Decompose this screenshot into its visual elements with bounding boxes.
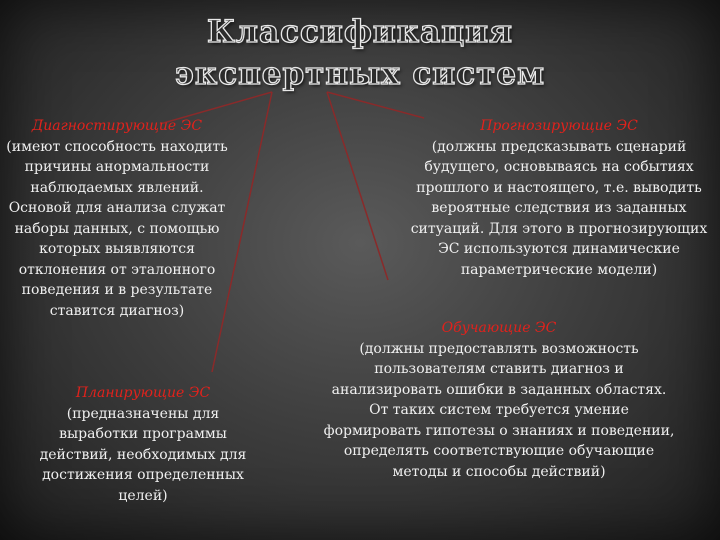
forecasting-heading: Прогнозирующие ЭС bbox=[480, 118, 638, 134]
planning-block bbox=[30, 383, 256, 506]
diagnostic-text: (имеют способность находить причины анормальности наблюдаемых явлений. Основой для анализа служат наборы данных, с помощью которых выявляются отклонения от эталонного поведения и в результате ставится диагноз) bbox=[6, 138, 228, 319]
planning-text: (предназначены для выработки программы действий, необходимых для достижения определенных целей) bbox=[39, 405, 247, 504]
diagnostic-heading: Диагностирующие ЭС bbox=[31, 118, 203, 134]
slide-title-line1: Классификация bbox=[206, 14, 514, 50]
forecasting-text: (должны предсказывать сценарий будущего, основываясь на событиях прошлого и настоящего, т.е. выводить вероятные следствия из заданных ситуаций. Для этого в прогнозирующих ЭС используются динамические параметрические модели) bbox=[410, 138, 708, 278]
learning-text: (должны предоставлять возможность пользователям ставить диагноз и анализировать ошибки в заданных областях. От таких систем требуется умение формировать гипотезы о знаниях и поведении, определять соответствующие обучающие методы и способы действий) bbox=[323, 340, 675, 480]
learning-heading: Обучающие ЭС bbox=[441, 320, 557, 336]
slide-title-line2: экспертных систем bbox=[174, 56, 546, 92]
learning-block bbox=[322, 318, 676, 482]
forecasting-block bbox=[400, 116, 718, 280]
diagnostic-block bbox=[4, 116, 230, 321]
planning-heading: Планирующие ЭС bbox=[75, 385, 211, 401]
connector-forecasting bbox=[327, 92, 424, 118]
connector-learning bbox=[327, 92, 388, 280]
